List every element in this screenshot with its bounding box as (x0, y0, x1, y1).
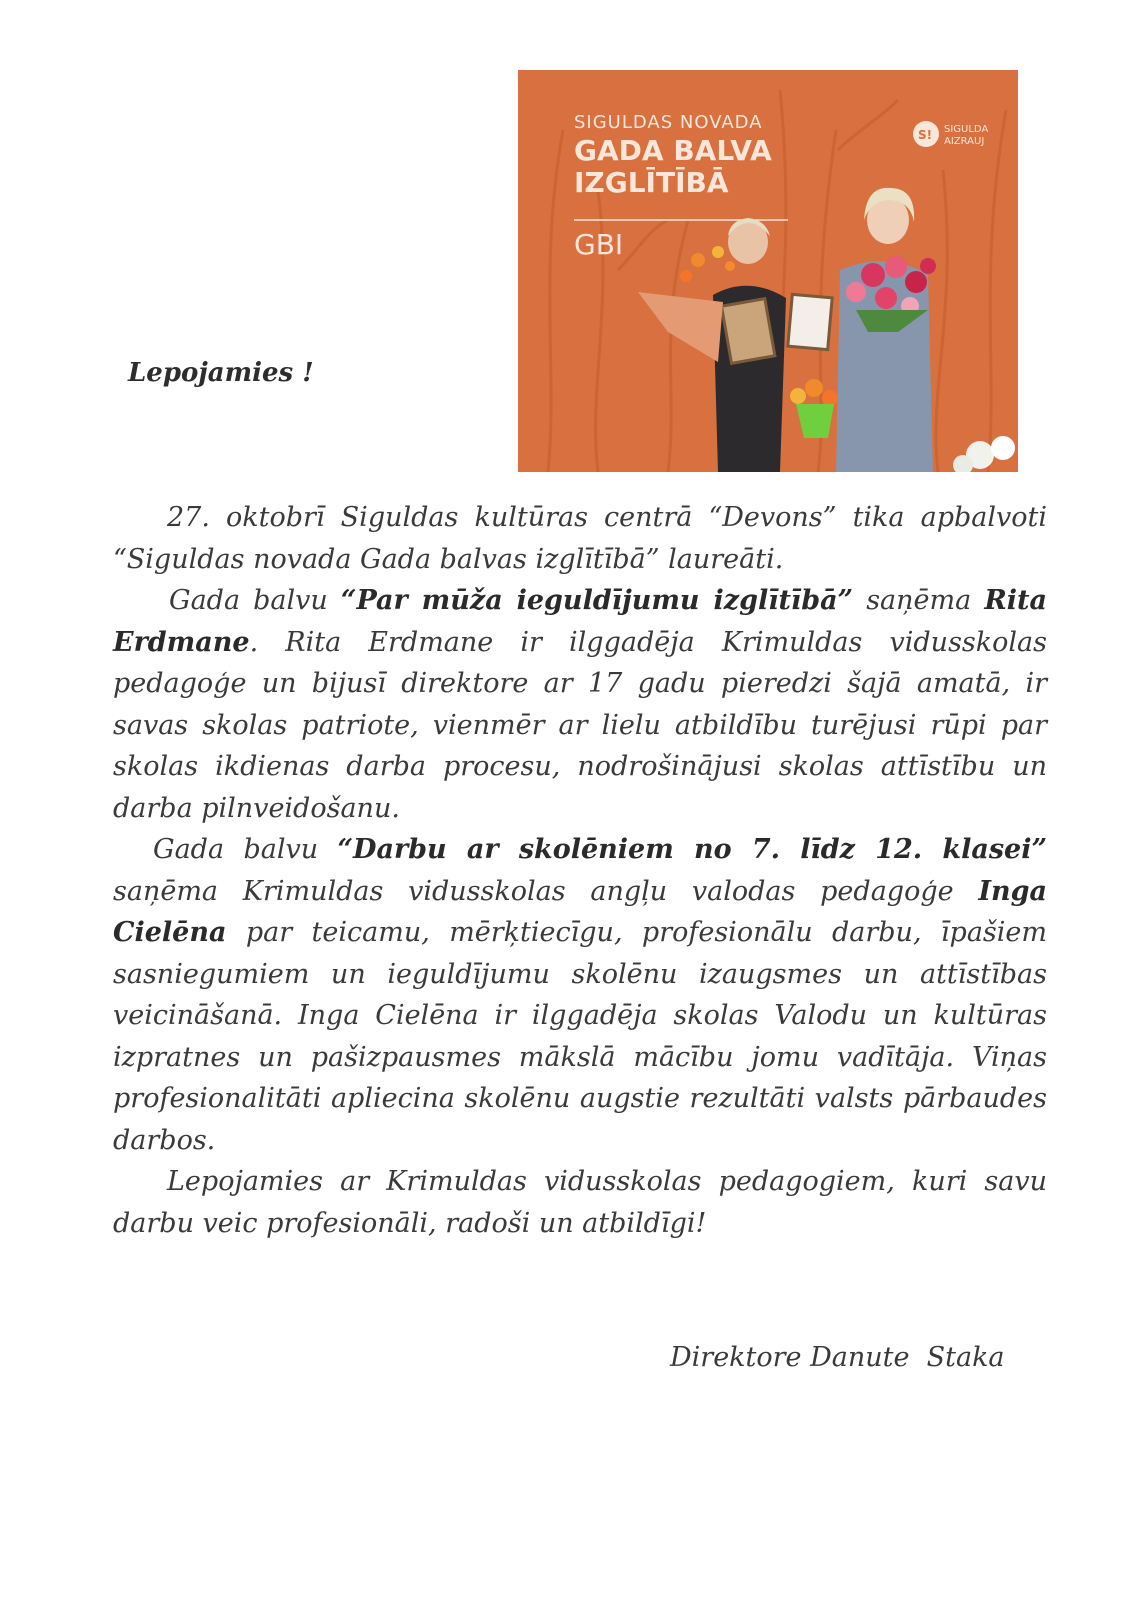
paragraph-award-2 (113, 829, 1047, 1161)
diploma-frame-2 (788, 294, 832, 349)
logo-line-1: SIGULDA (944, 124, 989, 135)
logo-mark: S! (918, 128, 933, 142)
signature: Direktore Danute Staka (670, 1342, 1005, 1373)
white-flowers (953, 436, 1015, 472)
banner-line-1: SIGULDAS NOVADA (574, 112, 763, 133)
paragraph-closing: Lepojamies ar Krimuldas vidusskolas pedagogiem, kuri savu darbu veic profesionāli, radoši un atbildīgi! (113, 1166, 1047, 1239)
headline: Lepojamies ! (128, 358, 314, 388)
award-2-laureate: Inga Cielēna (113, 875, 1047, 948)
award-2-lead: Gada balvu (153, 834, 338, 865)
banner-line-4: GBI (574, 228, 624, 261)
banner-line-2: GADA BALVA (574, 134, 772, 167)
paragraph-intro: 27. oktobrī Siguldas kultūras centrā “Devons” tika apbalvoti “Siguldas novada Gada balvas izglītībā” laureāti. (113, 502, 1047, 575)
flower-pot (790, 379, 838, 438)
award-1-lead: Gada balvu (169, 585, 341, 616)
paragraph-award-1 (113, 580, 1047, 829)
award-1-text: . Rita Erdmane ir ilggadēja Krimuldas vidusskolas pedagoģe un bijusī direktore ar 17 gadu pieredzi šajā amatā, ir savas skolas patriote, vienmēr ar lielu atbildību turējusi rūpi par skolas ikdienas darba procesu, nodrošinājusi skolas attīstību un darba pilnveidošanu. (113, 626, 1047, 824)
award-2-mid: saņēma Krimuldas vidusskolas angļu valodas pedagoģe (113, 875, 979, 907)
award-2-title: “Darbu ar skolēniem no 7. līdz 12. klasei” (337, 834, 1048, 865)
award-photo (518, 70, 1018, 472)
diploma-frame-1 (721, 299, 774, 364)
logo-line-2: AIZRAUJ (944, 136, 985, 147)
award-1-laureate: Rita Erdmane (113, 585, 1047, 658)
award-1-title: “Par mūža ieguldījumu izglītībā” (340, 585, 854, 616)
banner-line-3: IZGLĪTĪBĀ (574, 166, 729, 199)
article-body (113, 497, 1047, 1244)
award-2-text: par teicamu, mērķtiecīgu, profesionālu darbu, īpašiem sasniegumiem un ieguldījumu skolēnu izaugsmes un attīstības veicināšanā. Inga Cielēna ir ilggadēja skolas Valodu un kultūras izpratnes un pašizpausmes mākslā mācību jomu vadītāja. Viņas profesionalitāti apliecina skolēnu augstie rezultāti valsts pārbaudes darbos. (113, 917, 1047, 1156)
award-1-mid: saņēma (853, 585, 985, 616)
